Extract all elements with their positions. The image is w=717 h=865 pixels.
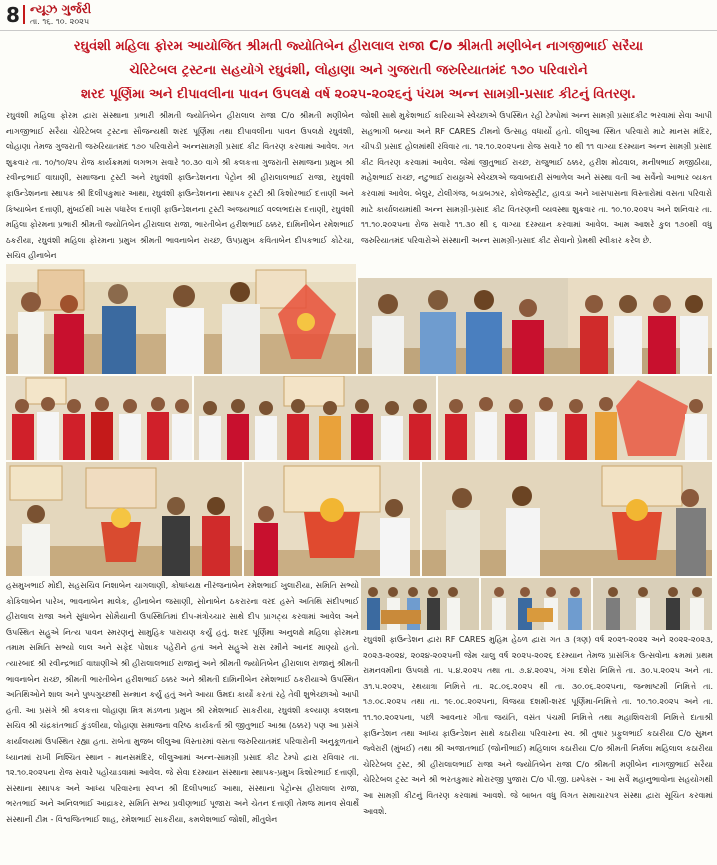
article-right-top: જોશી સાથે મુકેશભાઈ કારિયાએ સ્વેચ્છાએ ઉપસ્થિત રહી ટેમ્પોમાં અન્ન સામગ્રી પ્રસાદકીટ ભરવામાં સેવા આપી સહભાગી બન્યા અને RF CARES ટીમનો ઉત્સાહ વધાર્યો હતો. લીલુઆ સ્થિત પરિવારો માટે માનસ મંદિર, ચીપડી પ્રસાદ હોલમાંથી રવિવાર તા. ૧૨.૧૦.૨૦૨૫ના રોજ સવારે ૧૦ થી ૧૧ વાગ્યા દરમ્યાન અન્ન સામગ્રી પ્રસાદ કીટ વિતરણ કરવામાં આવેલ. જેમાં જીતુભાઈ રાચ્છ, રાજુભાઈ ઠક્કર, હરીશ મોઢવાલ, મનીષભાઈ મજીઠીયા, મહેશભાઈ રાચ્છ, નટુભાઈ રાયઠ્ઠાએ સ્વેચ્છાએ જવાબદારી સંભાળેલ અને સંસ્થા વતી આ સર્વેનો આભાર વ્યક્ત કરવામાં આવેલ. બેલુર, ટોલીગંજ, બડાબઝાર, કોલેજસ્ટ્રીટ, હાવડા અને ખાસપાસના વિસ્તારોમાં વસતા પરિવારો માટે કાર્યાલયમાંથી અન્ન સામગ્રી-પ્રસાદ કીટ વિતરણની વ્યવસ્થા શુક્રવાર તા. ૧૦.૧૦.૨૦૨૫ અને શનિવાર તા. ૧૧.૧૦.૨૦૨૫ના રોજ સવારે ૧૧.૩૦ થી ૬ વાગ્યા દરમ્યાન કરવામાં આવેલ. આમ આશરે કુલ ૧૭૦થી વધુ જરુરિયાતમંદ પરિવારોએ સંસ્થાની અન્ન સામગ્રી-પ્રસાદ કીટ સેવાનો પ્રેમથી સ્વીકાર કરેલ છે. (361, 111, 712, 245)
newspaper-name: ન્યૂઝ ગુર્જરી (30, 2, 92, 16)
article-right-bottom: રઘુવંશી ફાઉન્ડેશન દ્વારા RF CARES મુહિમ હેઠળ દ્વારા ગત ૩ (ત્રણ) વર્ષ ૨૦૨૧-૨૦૨૨ અને ૨૦૨૨-૨૦૨૩, ૨૦૨૩-૨૦૨૪, ૨૦૨૪-૨૦૨૫ની જેમ ચાલુ વર્ષ ૨૦૨૫-૨૦૨૬ દરમ્યાન તેમજ પ્રાસંગિક ઉત્સવોના ક્રમમાં પ્રથમ રામનવમીના ઉપલક્ષે તા. ૫.૪.૨૦૨૫ તથા તા. ૭.૪.૨૦૨૫, ગંગા દશેરા નિમિત્તે તા. ૩૦.૫.૨૦૨૫ અને તા. ૩૧.૫.૨૦૨૫, રથયાત્રા નિમિત્તે તા. ૨૮.૦૬.૨૦૨૫ થી તા. ૩૦.૦૬.૨૦૨૫ના, જન્માષ્ટમી નિમિત્તે તા. ૧૭.૦૮.૨૦૨૫ તથા તા. ૧૯.૦૮.૨૦૨૫ના, વિજયા દશમી-શરદ પૂર્ણિમા-નિમિત્તે તા. ૧૦.૧૦.૨૦૨૫ અને તા. ૧૧.૧૦.૨૦૨૫ના, પછી આવનાર ગીતા જયંતિ, વસંત પંચમી નિમિત્તે તથા મહાશિવરાત્રી નિમિત્તે દાતાશ્રી ફાઉન્ડેશન તથા આધ્ય ફાઉન્ડેશન સાથે કઠારીયા પરિવારના સ્વ. શ્રી તુષાર પ્રફુલભાઈ કઠારીયા C/o સુમન જ્વેરારી (મુંબઈ) તથા શ્રી અજાતભાઈ (જોનીભાઈ) મહિલાલ કઠારીયા C/o શ્રીમતી નિર્મલા મહિલાલ કઠારીયા ચેરિટેબલ ટ્રસ્ટ, શ્રી હીરાલાલભાઈ રાજા અને જ્યોતિબેન રાજા C/o શ્રીમતી મણીબેન નાગજીભાઈ સરૈયા ચેરિટેબલ ટ્રસ્ટ અને શ્રી ભરતકુમાર મોરારજી પુજારા C/o પી.જી. ઇમ્પેક્સ - આ સર્વે મહાનુભાવોના સહયોગથી આ સામગ્રી કીટનું વિતરણ કરવામાં આવશે. જે બાબત વધુ વિગત સમાચારપત્ર સંસ્થા દ્વારા સૂચિત કરવામાં આવશે. (363, 635, 713, 816)
women-forum-group-photo-right (194, 376, 436, 460)
headline-line-1: રઘુવંશી મહિલા ફોરમ આયોજિત શ્રીમતી જ્યોતિબેન હીરાલાલ રાજા C/o શ્રીમતી મણીબેન નાગજીભાઈ સરૈયા (73, 39, 644, 54)
headline-line-2: ચેરિટેબલ ટ્રસ્ટના સહયોગે રઘુવંશી, લોહાણા અને ગુજરાતી જરુરિયાતમંદ ૧૭૦ પરિવારોને (129, 63, 588, 78)
page-header (0, 0, 717, 31)
felicitation-seniors-photo (358, 278, 712, 374)
volunteers-photo (593, 578, 712, 630)
dignitaries-welcome-photo (6, 264, 356, 374)
guests-at-altar-photo (422, 462, 712, 576)
page-number: 8 (6, 3, 20, 27)
deity-altar-photo (244, 462, 420, 576)
header-divider (23, 5, 25, 24)
women-forum-group-photo-left (6, 376, 192, 460)
women-forum-group-photo-far-right (438, 376, 712, 460)
article-left-top: રઘુવંશી મહિલા ફોરમ દ્વારા સંસ્થાના પ્રભારી શ્રીમતી જ્યોતિબેન હીરાલાલ રાજા C/o શ્રીમતી મણીબેન નાગજીભાઈ સરૈયા ચેરિટેબલ ટ્રસ્ટના સૌજન્યથી શરદ પૂર્ણિમા તથા દીપાવલીના પાવન ઉપલક્ષે રઘુવંશી, લોહાણા તેમજ ગુજરાતી જરુરિયાતમંદ ૧૭૦ પરિવારોને અન્નસામગ્રી પ્રસાદ કીટ વિતરણ કરવામાં આવેલ. ગત શુક્રવાર તા. ૧૦/૧૦/૨૫ રોજ કાર્યક્રમમાં લગભગ સવારે ૧૦.૩૦ વાગે શ્રી કલકત્તા ગુજરાતી સમાજના પ્રમુખ શ્રી રવીન્દ્રભાઈ વાઘાણી, સમાજના ટ્રસ્ટી અને રઘુવંશી ફાઉન્ડેશનના પેટ્રોન શ્રી હીરાલાલભાઈ રાજા, રઘુવંશી ફાઉન્ડેશનના સ્થાપક શ્રી દિલીપકુમાર આથા, રઘુવંશી ફાઉન્ડેશનના સ્થાપક ટ્રસ્ટી શ્રી કિશોરભાઈ દત્તાણી અને કિષ્યાબેન દત્તાણી, મુંબઈથી ખાસ પધારેલ દત્તાણી ફાઉન્ડેશનના ટ્રસ્ટી અજયભાઈ વલ્લભદાસ દત્તાણી, રઘુવંશી મહિલા ફોરમના પ્રભારી શ્રીમતી જ્યોતિબેન હીરાલાલ રાજા, ભારતીબેન હરીશભાઈ ઠક્કર, દામિનીબેન રમેશભાઈ ઠકરીયા, રઘુવંશી મહિલા ફોરમના પ્રમુખ શ્રીમતી ભાવનાબેન રાચ્છ, ઉપપ્રમુખ કવિતાબેન દીપકભાઈ કોટેચા, સચિવ હીનાબેન (6, 111, 354, 261)
article-left-bottom: હસમુખભાઈ મોદી, સહસચિવ નિશાબેન ચાગલાણી, કોષાધ્યક્ષ નીરંજનાબેન રમેશભાઈ ખુલારીયા, સમિતિ સભ્યો કોકિલાબેન પારેખ, ભાવનાબેન માલેક, હીનાબેન જસાણી, સોનાબેન ઠકરારના વરદ હસ્તે અતિથિ સંદીપભાઈ હીરાલાલ રાજા અને સુધાબેન સોમૈયાની ઉપસ્થિતિમાં દીપ-મંત્રોચ્ચાર સાથે દીપ પ્રાગટ્ય કરવામાં આવેલ અને ઉપસ્થિત સહુએ નિત્ય પાવન સ્મરણનું સામુહિક પારાયણ કર્યું હતું. શરદ પૂર્ણિમા અનુલક્ષે મહિલા ફોરમના તમામ સમિતિ સભ્યો લાલ અને સફેદ પોશાક પહેરીને હતાં અને સહુએ રાસ રમીને આનંદ માણ્યો હતો. ત્યારબાદ શ્રી રવીન્દ્રભાઈ વાઘાણીએ શ્રી હીરાલાલભાઈ રાજાનું અને શ્રીમતી જ્યોતિબેન હીરાલાલ રાજાનું શ્રીમતી ભાવનાબેન રાચ્છ, શ્રીમતી ભારતીબેન હરીશભાઈ ઠક્કર અને શ્રીમતી દામિનીબેન રમેશભાઈ ઠકરીયાએ ઉપસ્થિત અતિથિઓને શાલ અને પુષ્પગુચ્છથી સન્માન કર્યું હતું અને આયા ઉમદા કાર્યો કરતાં રહે તેવી શુભેચ્છાઓ આપી હતી. આ પ્રસંગે શ્રી કલકત્તા લોહાણા મિત્ર મંડળના પ્રમુખ શ્રી રમેશભાઈ સાકરીયા, રઘુવંશી કલ્યાણ કલશના સચિવ શ્રી ચંદ્રકાંતભાઈ કુંડલીયા, લોહાણા સમાજના વરિષ્ઠ કાર્યકર્તા શ્રી જીતુભાઈ આશ્રા (ઠક્કર) પણ આ પ્રસંગે કાર્યાલયમાં ઉપસ્થિત રહ્યા હતા. રાબેતા મુજબ લીલુઆ વિસ્તારમાં વસતા જરુરિયાતમંદ પરિવારોની અનુકૂળતાને ધ્યાનમાં રાખી નિશ્ચિત સ્થાન - માનસમંદિર, લીલુઆમાં અન્ન-સામગ્રી પ્રસાદ કીટ ટેમ્પો દ્વારા રવિવાર તા. ૧૨.૧૦.૨૦૨૫ના રોજ સવારે પહોંચાડવામાં આવેલ. જે સેવા દરમ્યાન સંસ્થાના સ્થાપક-પ્રમુખ કિશોરભાઈ દત્તાણી, સંસ્થાના સ્થાપક અને આધ્ય પરિવારના સ્વપ્ન શ્રી દિલીપભાઈ આથા, સંસ્થાના પેટ્રોન્સ હીરાલાલ રાજા, ભરતભાઈ અને અનિલભાઈ આદ્રાકર, સમિતિ સભ્ય પ્રવીણભાઈ પૂજારા અને ચેતન દત્તાણી તેમજ માનવ સેવાર્થે સંસ્થાની ટીમ - વિશ્વજિતભાઈ શાહ, રમેશભાઈ સાકરીયા, કમલેશભાઈ જોશી, મીતુલેન (6, 581, 359, 824)
kit-handover-photo (481, 578, 591, 630)
kit-distribution-team-photo (361, 578, 479, 630)
issue-date: તા. ૧૬. ૧૦. ૨૦૨૫ (30, 17, 90, 26)
headline-line-3: શરદ પૂર્ણિમા અને દીપાવલીના પાવન ઉપલક્ષે વર્ષ ૨૦૨૫-૨૦૨૬નું પંચમ અન્ન સામગ્રી-પ્રસાદ કીટનું વિતરણ. (81, 87, 636, 102)
lamp-lighting-photo-left (6, 462, 242, 576)
